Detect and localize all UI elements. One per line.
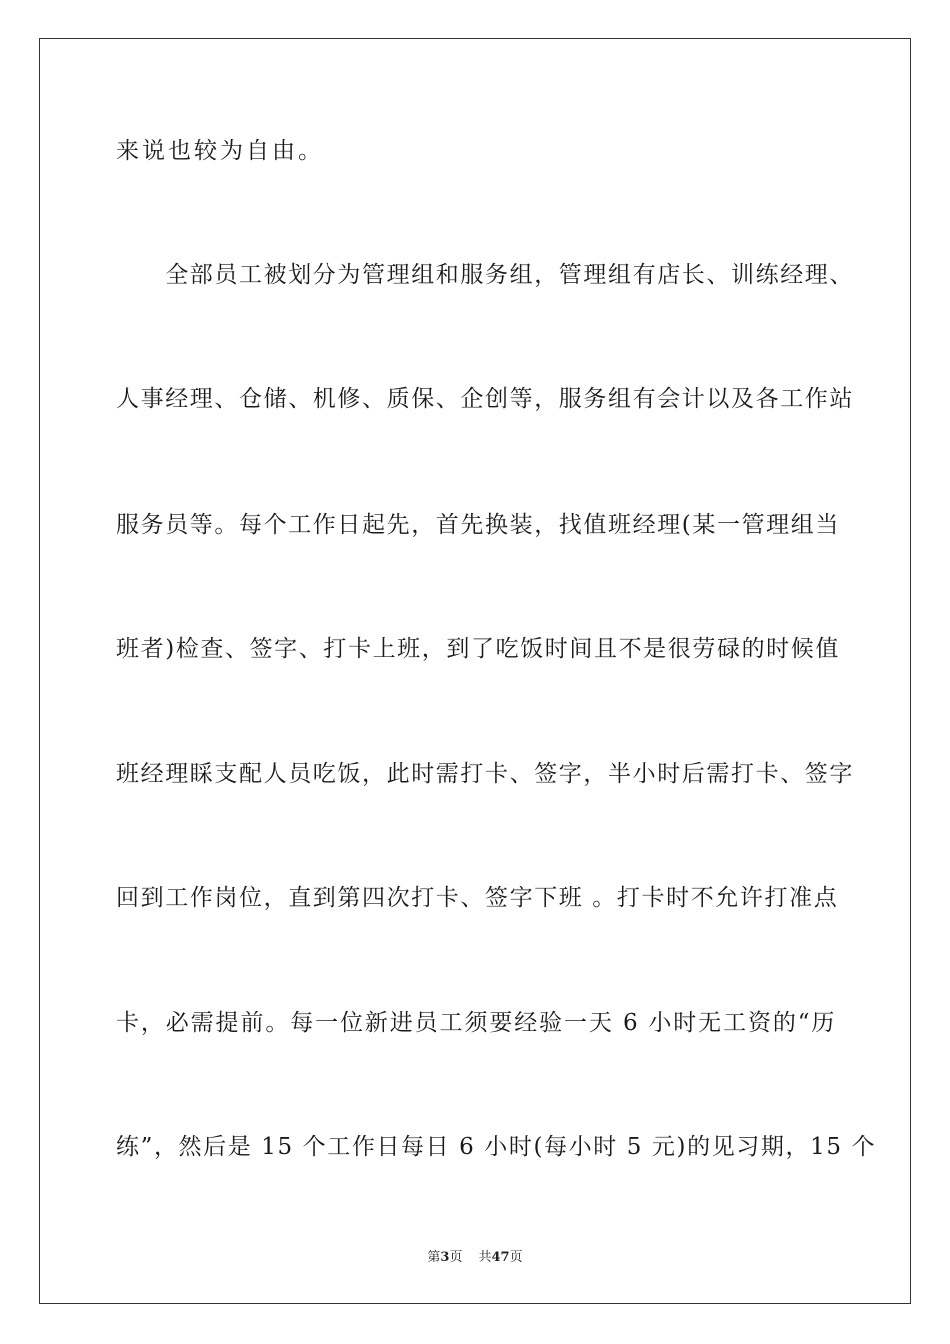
page-total: 47 <box>491 1250 510 1265</box>
page-suffix: 页 <box>449 1250 463 1265</box>
body-line-1: 来说也较为自由。 <box>116 138 324 164</box>
body-line-7: 回到工作岗位，直到第四次打卡、签字下班 。打卡时不允许打准点 <box>116 885 839 911</box>
body-line-9: 练”，然后是 15 个工作日每日 6 小时(每小时 5 元)的见习期，15 个 <box>116 1134 877 1160</box>
body-line-3: 人事经理、仓储、机修、质保、企创等，服务组有会计以及各工作站 <box>116 386 854 412</box>
page-current: 3 <box>440 1250 450 1265</box>
page-border <box>39 38 911 1304</box>
body-line-2: 全部员工被划分为管理组和服务组，管理组有店长、训练经理、 <box>116 262 854 288</box>
body-line-5: 班者)检查、签字、打卡上班，到了吃饭时间且不是很劳碌的时候值 <box>116 636 840 662</box>
page-footer <box>0 1246 950 1265</box>
body-line-8: 卡，必需提前。每一位新进员工须要经验一天 6 小时无工资的“历 <box>116 1010 836 1036</box>
body-line-6: 班经理睬支配人员吃饭，此时需打卡、签字，半小时后需打卡、签字 <box>116 761 854 787</box>
body-line-4: 服务员等。每个工作日起先，首先换装，找值班经理(某一管理组当 <box>116 512 840 538</box>
page-prefix: 第 <box>427 1250 441 1265</box>
total-prefix: 共 <box>478 1250 492 1265</box>
total-suffix: 页 <box>509 1250 523 1265</box>
